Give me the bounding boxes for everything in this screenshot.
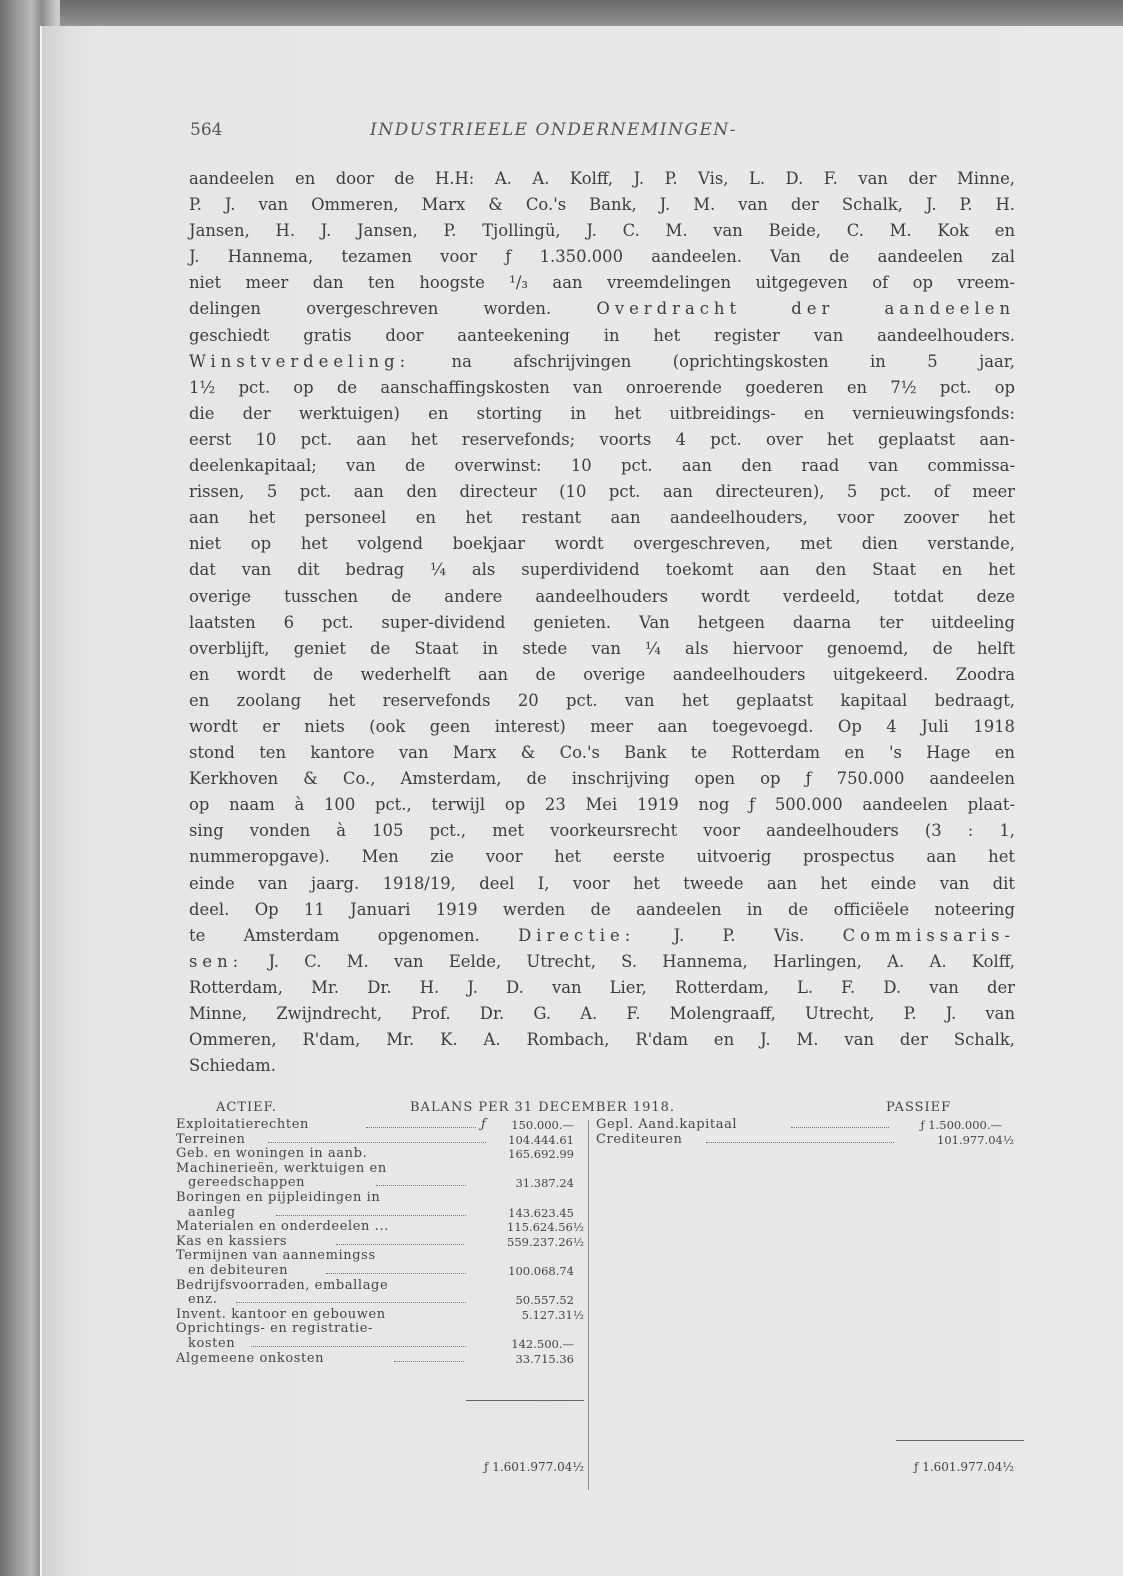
heading-commissarissen-cont: sen:: [189, 951, 244, 971]
row-label: Materialen en onderdeelen ...: [176, 1219, 389, 1235]
passief-column: [596, 1117, 1016, 1474]
passief-total: ƒ 1.601.977.04½: [913, 1460, 1014, 1474]
row-amount: ƒ 1.500.000.—: [920, 1118, 1002, 1132]
table-row: [176, 1322, 586, 1337]
table-row: [176, 1352, 586, 1367]
passief-heading: PASSIEF: [886, 1100, 952, 1115]
table-row: [176, 1118, 586, 1133]
text-line: [189, 949, 1015, 975]
text-line: geschiedt gratis door aanteekening in het register van aandeelhouders.: [189, 325, 1015, 345]
text-line: nummeropgave). Men zie voor het eerste uitvoerig prospectus aan het: [189, 847, 1015, 867]
text-fragment: te Amsterdam opgenomen.: [189, 925, 480, 945]
row-label: Kas en kassiers: [176, 1233, 288, 1249]
row-amount: 31.387.24: [515, 1176, 574, 1191]
text-fragment: J. C. M. van Eelde, Utrecht, S. Hannema, Harlingen, A. A. Kolff,: [268, 951, 1015, 971]
text-line: eerst 10 pct. aan het reservefonds; voorts 4 pct. over het geplaatst aan-: [189, 429, 1015, 449]
table-row: [176, 1279, 586, 1294]
balance-sheet: [176, 1100, 1016, 1474]
table-row: [176, 1147, 586, 1162]
leader-dots: [706, 1142, 894, 1143]
row-label: kosten: [188, 1335, 236, 1351]
leader-dots: [251, 1346, 466, 1347]
actief-total: ƒ 1.601.977.04½: [483, 1460, 584, 1474]
leader-dots: [326, 1273, 466, 1274]
row-label: enz.: [188, 1292, 218, 1308]
leader-dots: [394, 1361, 464, 1362]
balance-title: BALANS PER 31 DECEMBER 1918.: [410, 1100, 676, 1115]
table-row: [596, 1118, 1016, 1133]
row-amount: 150.000.—: [511, 1118, 574, 1132]
row-amount: 559.237.26½: [507, 1234, 584, 1249]
row-amount: 104.444.61: [508, 1132, 574, 1147]
text-line: [189, 923, 1015, 949]
text-line: 1½ pct. op de aanschaffingskosten van onroerende goederen en 7½ pct. op: [189, 377, 1015, 397]
text-line: die der werktuigen) en storting in het uitbreidings- en vernieuwingsfonds:: [189, 403, 1015, 423]
text-line: Ommeren, R'dam, Mr. K. A. Rombach, R'dam en J. M. van der Schalk,: [189, 1030, 1015, 1050]
text-line: rissen, 5 pct. aan den directeur (10 pct. aan directeuren), 5 pct. of meer: [189, 482, 1015, 502]
row-label: Exploitatierechten: [176, 1117, 309, 1132]
row-label: Boringen en pijpleidingen in: [176, 1189, 381, 1205]
row-label: Terreinen: [176, 1131, 246, 1147]
row-amount: 50.557.52: [515, 1293, 574, 1308]
balance-header: [176, 1100, 1016, 1116]
text-line: en wordt de wederhelft aan de overige aandeelhouders uitgekeerd. Zoodra: [189, 664, 1015, 684]
text-line: P. J. van Ommeren, Marx & Co.'s Bank, J. M. van der Schalk, J. P. H.: [189, 195, 1015, 215]
row-label: Invent. kantoor en gebouwen: [176, 1306, 386, 1322]
row-label: en debiteuren: [188, 1262, 289, 1278]
heading-overdracht: Overdracht der aandeelen: [596, 299, 1015, 319]
heading-directie: Directie:: [518, 925, 636, 945]
row-label: Machinerieën, werktuigen en: [176, 1160, 387, 1176]
heading-winstverdeeling: Winstverdeeling:: [189, 351, 411, 371]
table-row: [176, 1133, 586, 1148]
row-amount: 143.623.45: [508, 1205, 574, 1220]
row-amount: 100.068.74: [508, 1263, 574, 1278]
leader-dots: [276, 1215, 466, 1216]
running-title: INDUSTRIEELE ONDERNEMINGEN-: [370, 120, 738, 140]
text-line: overblijft, geniet de Staat in stede van ¼ als hiervoor genoemd, de helft: [189, 638, 1015, 658]
row-label: Algemeene onkosten: [176, 1350, 325, 1366]
text-line: laatsten 6 pct. super-dividend genieten. Van hetgeen daarna ter uitdeeling: [189, 612, 1015, 632]
row-label: aanleg: [188, 1204, 236, 1220]
text-line: niet meer dan ten hoogste ¹/₃ aan vreemdelingen uitgegeven of op vreem-: [189, 273, 1015, 293]
table-row: [176, 1206, 586, 1221]
text-line: [189, 296, 1015, 322]
text-line: Kerkhoven & Co., Amsterdam, de inschrijving open op ƒ 750.000 aandeelen: [189, 769, 1015, 789]
text-line: J. Hannema, tezamen voor ƒ 1.350.000 aandeelen. Van de aandeelen zal: [189, 247, 1015, 267]
table-row: [596, 1133, 1016, 1148]
text-line: en zoolang het reservefonds 20 pct. van het geplaatst kapitaal bedraagt,: [189, 690, 1015, 710]
text-line: overige tusschen de andere aandeelhouders wordt verdeeld, totdat deze: [189, 586, 1015, 606]
table-row: [176, 1235, 586, 1250]
table-row: [176, 1337, 586, 1352]
row-amount: 5.127.31½: [521, 1307, 584, 1322]
row-label: Geb. en woningen in aanb.: [176, 1146, 368, 1162]
text-line: stond ten kantore van Marx & Co.'s Bank te Rotterdam en 's Hage en: [189, 743, 1015, 763]
text-line: sing vonden à 105 pct., met voorkeursrecht voor aandeelhouders (3 : 1,: [189, 821, 1015, 841]
page-header: [190, 120, 1020, 146]
text-line: Rotterdam, Mr. Dr. H. J. D. van Lier, Rotterdam, L. F. D. van der: [189, 977, 1015, 997]
text-fragment: na afschrijvingen (oprichtingskosten in 5 jaar,: [451, 351, 1015, 371]
currency-symbol: ƒ: [481, 1117, 486, 1132]
text-line: aan het personeel en het restant aan aandeelhouders, voor zoover het: [189, 508, 1015, 528]
row-label: Gepl. Aand.kapitaal: [596, 1117, 738, 1132]
row-label: Oprichtings- en registratie-: [176, 1321, 373, 1337]
table-row: [176, 1264, 586, 1279]
table-row: [176, 1220, 586, 1235]
leader-dots: [791, 1127, 889, 1128]
director-name: J. P. Vis.: [673, 925, 805, 945]
text-line: wordt er niets (ook geen interest) meer aan toegevoegd. Op 4 Juli 1918: [189, 716, 1015, 736]
table-row: [176, 1308, 586, 1323]
leader-dots: [268, 1142, 486, 1143]
table-row: [176, 1191, 586, 1206]
row-amount: 142.500.—: [511, 1336, 574, 1351]
table-row: [176, 1176, 586, 1191]
text-line: dat van dit bedrag ¼ als superdividend toekomt aan den Staat en het: [189, 560, 1015, 580]
text-line: op naam à 100 pct., terwijl op 23 Mei 1919 nog ƒ 500.000 aandeelen plaat-: [189, 795, 1015, 815]
row-amount: 165.692.99: [508, 1147, 574, 1162]
text-line: Schiedam.: [189, 1056, 276, 1076]
text-line: niet op het volgend boekjaar wordt overgeschreven, met dien verstande,: [189, 534, 1015, 554]
text-line: einde van jaarg. 1918/19, deel I, voor het tweede aan het einde van dit: [189, 873, 1015, 893]
leader-dots: [376, 1185, 466, 1186]
heading-commissarissen: Commissaris-: [842, 925, 1015, 945]
leader-dots: [366, 1127, 476, 1128]
column-divider: [588, 1120, 589, 1490]
row-label: gereedschappen: [188, 1175, 306, 1191]
leader-dots: [336, 1244, 464, 1245]
text-line: deelenkapitaal; van de overwinst: 10 pct. aan den raad van commissa-: [189, 456, 1015, 476]
row-label: Bedrijfsvoorraden, emballage: [176, 1277, 389, 1293]
table-row: [176, 1249, 586, 1264]
leader-dots: [236, 1302, 466, 1303]
text-line: [189, 349, 1015, 375]
row-amount: 101.977.04½: [937, 1132, 1014, 1147]
body-text: [189, 166, 1015, 1079]
text-line: Minne, Zwijndrecht, Prof. Dr. G. A. F. Molengraaff, Utrecht, P. J. van: [189, 1004, 1015, 1023]
row-amount: 115.624.56½: [507, 1220, 584, 1235]
row-amount: 33.715.36: [515, 1351, 574, 1366]
actief-heading: ACTIEF.: [216, 1100, 277, 1115]
actief-column: [176, 1117, 586, 1474]
total-rule: [466, 1400, 584, 1401]
page-number: 564: [190, 120, 223, 140]
text-line: Jansen, H. J. Jansen, P. Tjollingü, J. C. M. van Beide, C. M. Kok en: [189, 221, 1015, 241]
table-row: [176, 1162, 586, 1177]
text-line: deel. Op 11 Januari 1919 werden de aandeelen in de officiëele noteering: [189, 899, 1015, 919]
text-fragment: delingen overgeschreven worden.: [189, 299, 552, 319]
row-label: Termijnen van aannemingss: [176, 1248, 376, 1264]
text-line: aandeelen en door de H.H: A. A. Kolff, J. P. Vis, L. D. F. van der Minne,: [189, 169, 1015, 188]
total-rule: [896, 1440, 1024, 1441]
row-label: Crediteuren: [596, 1131, 683, 1147]
table-row: [176, 1293, 586, 1308]
